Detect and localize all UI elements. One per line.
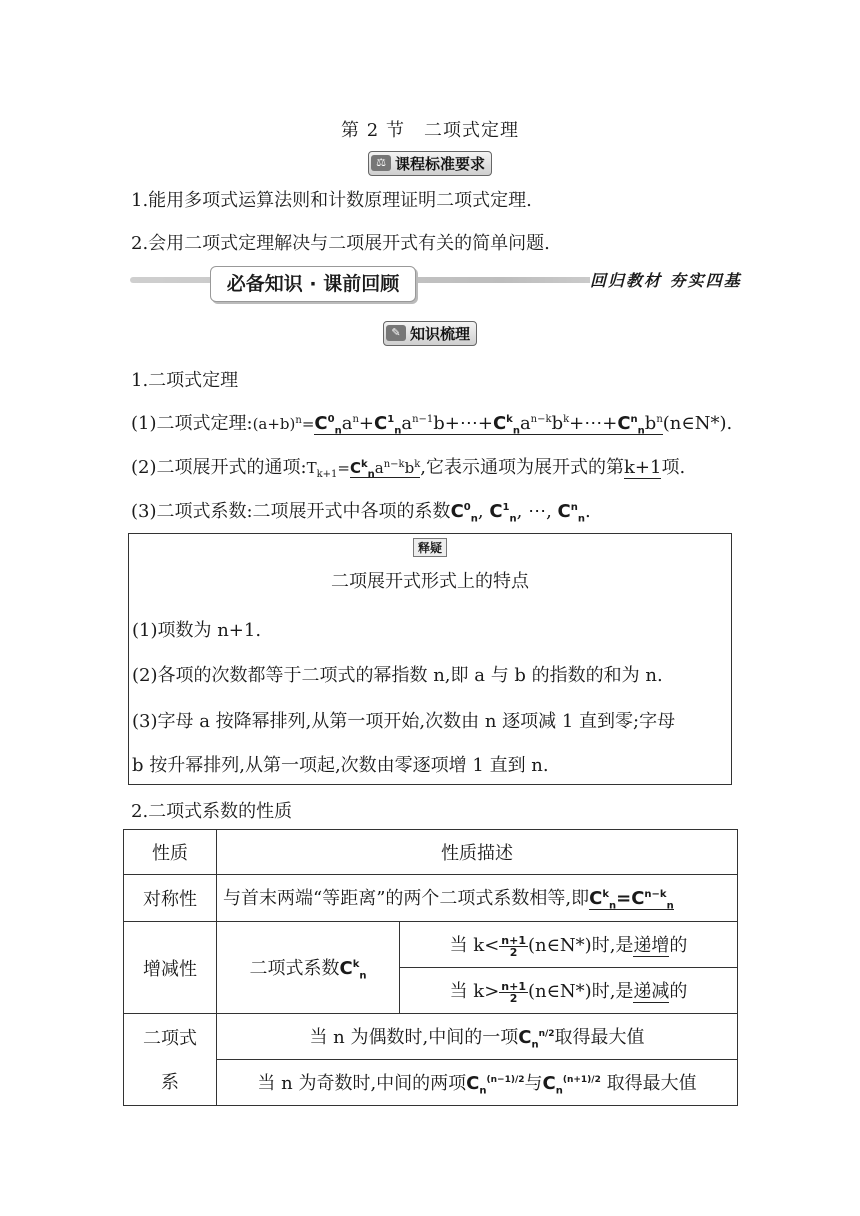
note-line-4: b 按升幂排列,从第一项起,次数由零逐项增 1 直到 n. — [132, 755, 549, 776]
fraction-n-plus-1-over-2: $\frac{n+1}{2}$ — [501, 933, 526, 959]
chart-icon: ⚖ — [371, 155, 391, 171]
note-line-1: (1)项数为 n+1. — [132, 620, 262, 641]
monotonicity-mid: 二项式系数$C^k_n$ — [217, 922, 400, 1014]
note-box — [128, 533, 732, 785]
page-title: 第 2 节 二项式定理 — [341, 120, 519, 141]
formula-expansion: $C^0_na^n+C^1_na^{n-1}b+\cdots+C^k_na^{n-k}b^k+\cdots+C^n_nb^n$ — [314, 413, 663, 437]
fraction-n-plus-1-over-2: $\frac{n+1}{2}$ — [501, 979, 526, 1005]
increasing-row: 当 k< $\frac{n+1}{2}$ (n∈N*)时,是递增的 — [400, 922, 738, 968]
banner-slogan: 回归教材 夯实四基 — [590, 268, 760, 294]
note-line-2: (2)各项的次数都等于二项式的幂指数 n,即 a 与 b 的指数的和为 n. — [132, 665, 663, 686]
table-header-property: 性质 — [124, 830, 217, 875]
binomial-coefficient-line: (3)二项式系数:二项展开式中各项的系数$C^0_n$, $C^1_n$, ⋯, $C^n_n$. — [131, 501, 591, 525]
decreasing-row: 当 k> $\frac{n+1}{2}$ (n∈N*)时,是递减的 — [400, 968, 738, 1014]
note-title: 二项展开式形式上的特点 — [331, 571, 529, 592]
note-line-3: (3)字母 a 按降幂排列,从第一项开始,次数由 n 逐项减 1 直到零;字母 — [132, 711, 676, 732]
symmetry-desc: 与首末两端“等距离”的两个二项式系数相等,即$C^k_n=C^{n-k}_n$ — [217, 875, 738, 922]
general-term-formula: $T_{k+1}=C^k_na^{n-k}b^k$ — [306, 459, 421, 480]
course-item-2: 2.会用二项式定理解决与二项展开式有关的简单问题. — [131, 233, 550, 254]
odd-case-row: 当 n 为奇数时,中间的两项$C_n^{(n-1)/2}$与$C_n^{(n+1)/2}$ 取得最大值 — [217, 1060, 738, 1106]
binomial-theorem-line: (1)二项式定理$:(a+b)^n=C^0_na^n+C^1_na^{n-1}b+\cdots+C^k_na^{n-k}b^k+\cdots+C^n_nb^n(n\in N*)$. — [131, 413, 733, 437]
table-header-description: 性质描述 — [217, 830, 738, 875]
general-term-line: (2)二项展开式的通项$:T_{k+1}=C^k_na^{n-k}b^k$,它表示通项为展开式的第k+1项. — [131, 457, 686, 480]
section1-title: 1.二项式定理 — [131, 370, 239, 391]
note-tag: 释疑 — [413, 538, 447, 557]
formula-lhs: $(a+b)^n=$ — [252, 415, 315, 433]
knowledge-badge: ✎ 知识梳理 — [383, 320, 477, 346]
banner-title: 必备知识 · 课前回顾 — [210, 266, 416, 302]
course-item-1: 1.能用多项式运算法则和计数原理证明二项式定理. — [131, 190, 532, 211]
course-standard-badge: ⚖ 课程标准要求 — [368, 150, 492, 176]
general-term-answer: k+1 — [624, 457, 662, 478]
section2-title: 2.二项式系数的性质 — [131, 801, 293, 822]
symmetry-name: 对称性 — [124, 875, 217, 922]
properties-table — [123, 829, 738, 1106]
max-value-name: 二项式 系 — [124, 1014, 217, 1106]
coefficient-list: $C^0_n$ — [450, 501, 478, 525]
even-case-row: 当 n 为偶数时,中间的一项$C_n^{n/2}$取得最大值 — [217, 1014, 738, 1060]
monotonicity-name: 增减性 — [124, 922, 217, 1014]
symmetry-formula: $C^k_n=C^{n-k}_n$ — [589, 888, 674, 912]
compass-icon: ✎ — [386, 325, 406, 341]
